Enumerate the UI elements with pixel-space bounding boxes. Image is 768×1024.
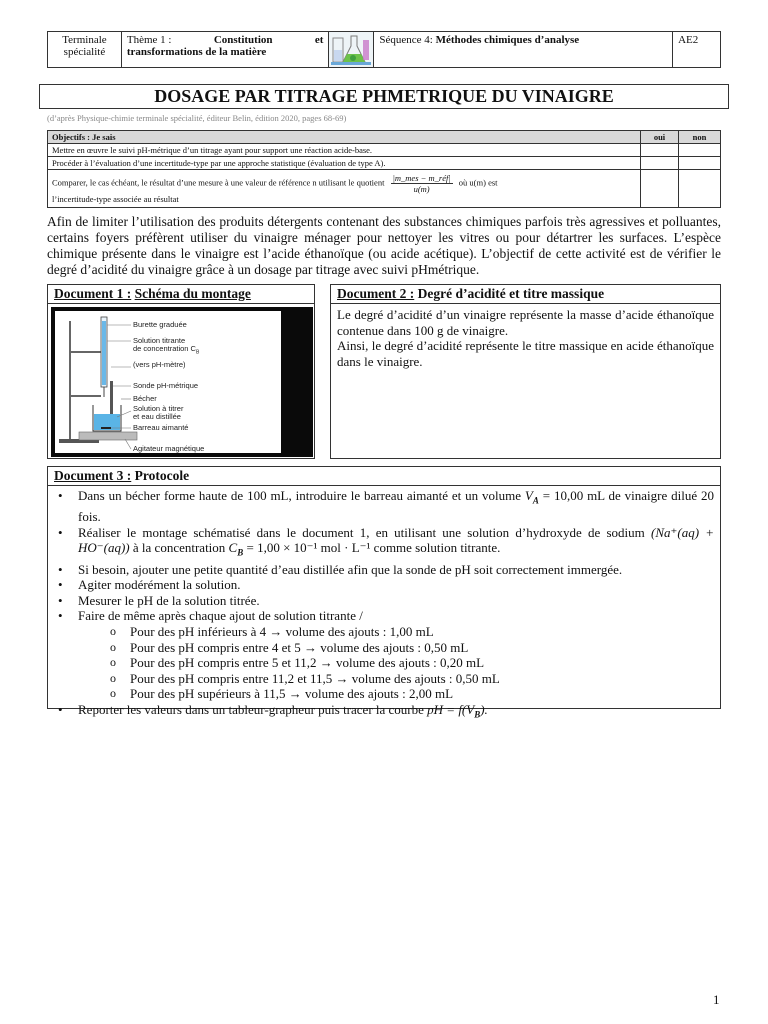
doc3-title — [48, 467, 720, 486]
label-sonde: Sonde pH-métrique — [133, 381, 199, 390]
label-solution-1: Solution à titrer — [133, 404, 184, 413]
col-yes-header: oui — [641, 131, 679, 144]
protocol-step-6: • Faire de même après chaque ajout de solution titrante / — [54, 608, 714, 624]
yes-checkbox-cell[interactable] — [641, 170, 679, 208]
theme-word-1: Constitution — [213, 34, 273, 46]
objective-row: Procéder à l’évaluation d’une incertitude-type par une approche statistique (évaluation de type A). — [48, 157, 641, 170]
col-no-header: non — [679, 131, 721, 144]
document-3 — [47, 466, 721, 720]
protocol-step-5: • Mesurer le pH de la solution titrée. — [54, 593, 714, 609]
doc2-title-text: Degré d’acidité et titre massique — [417, 286, 605, 301]
no-checkbox-cell[interactable] — [679, 157, 721, 170]
doc3-title-text: Protocole — [134, 468, 190, 483]
protocol-substep: o Pour des pH compris entre 11,2 et 11,5 → volume des ajouts : 0,50 mL — [54, 671, 714, 687]
sequence-cell — [374, 32, 673, 68]
theme-prefix: Thème 1 : — [126, 34, 172, 46]
objective-row: Mettre en œuvre le suivi pH-métrique d’un titrage ayant pour support une réaction acide-base. — [48, 144, 641, 157]
document-2 — [330, 284, 721, 459]
flask-logo-icon — [329, 32, 373, 67]
protocol-substep: o Pour des pH supérieurs à 11,5 → volume des ajouts : 2,00 mL — [54, 686, 714, 702]
page-title: DOSAGE PAR TITRAGE PHMETRIQUE DU VINAIGRE — [39, 84, 729, 109]
doc1-title-text: Schéma du montage — [134, 286, 251, 301]
setup-schema-frame — [51, 307, 313, 457]
intro-paragraph: Afin de limiter l’utilisation des produits détergents contenant des substances chimiques parfois très agressives et polluantes, certains foyers préfèrent utiliser du vinaigre ménager pour nettoyer les vitres ou pour détartrer les surfaces. L’espèce chimique présente dans le vinaigre est l’acide éthanoïque (ou acide acétique). L’objectif de cette activité est de vérifier le degré d’acidité du vinaigre grâce à un dosage par titrage avec suivi pHmétrique. — [47, 214, 721, 277]
protocol-step-3: • Si besoin, ajouter une petite quantité d’eau distillée afin que la sonde de pH soit correctement immergée. — [54, 562, 714, 578]
objectives-table — [47, 130, 721, 208]
quotient-fraction — [391, 173, 453, 194]
objective-row3-text: Comparer, le cas échéant, le résultat d’une mesure à une valeur de référence n utilisant le quotient — [52, 177, 385, 188]
doc2-paragraph-1: Le degré d’acidité d’un vinaigre représente la masse d’acide éthanoïque contenue dans 100 g de vinaigre. — [337, 307, 714, 338]
page-number: 1 — [713, 992, 720, 1007]
quotient-denominator: u(m) — [413, 184, 430, 194]
doc2-label: Document 2 : — [337, 286, 415, 301]
level-line-1: Terminale — [62, 34, 107, 46]
protocol-substep: o Pour des pH inférieurs à 4 → volume des ajouts : 1,00 mL — [54, 624, 714, 640]
quotient-numerator: |m_mes − m_réf| — [392, 173, 451, 183]
protocol-list — [48, 486, 720, 723]
label-burette: Burette graduée — [133, 320, 187, 329]
level-line-2: spécialité — [63, 46, 106, 58]
label-barreau: Barreau aimanté — [133, 423, 189, 432]
doc2-paragraph-2: Ainsi, le degré d’acidité représente le titre massique en acide éthanoïque dans le vinaigre. — [337, 338, 714, 369]
no-checkbox-cell[interactable] — [679, 170, 721, 208]
doc2-body — [331, 304, 720, 372]
label-becher: Bécher — [133, 394, 157, 403]
no-checkbox-cell[interactable] — [679, 144, 721, 157]
theme-cell — [121, 32, 328, 68]
protocol-substep: o Pour des pH compris entre 4 et 5 → volume des ajouts : 0,50 mL — [54, 640, 714, 656]
doc1-title — [48, 285, 314, 304]
protocol-step-7: • Reporter les valeurs dans un tableur-grapheur puis tracer la courbe pH = $f(V_B)$. — [54, 702, 714, 723]
label-agitateur: Agitateur magnétique — [133, 444, 205, 453]
objectives-header: Objectifs : Je sais — [48, 131, 641, 144]
theme-line-2: transformations de la matière — [126, 46, 267, 58]
label-titrant-2: de concentration $C_B$ — [133, 344, 200, 356]
objective-row3-after: où u(m) est — [458, 177, 498, 188]
level-cell — [48, 32, 122, 68]
theme-word-2: et — [314, 34, 324, 46]
objective-row — [48, 170, 641, 208]
label-vers-phmetre: (vers pH-mètre) — [133, 360, 186, 369]
protocol-step-1: • Dans un bécher forme haute de 100 mL, introduire le barreau aimanté et un volume $V_A = 10,00$ mL de vinaigre dilué 20 fois. — [54, 488, 714, 525]
doc2-title — [331, 285, 720, 304]
protocol-substep: o Pour des pH compris entre 5 et 11,2 → volume des ajouts : 0,20 mL — [54, 655, 714, 671]
protocol-step-2: • Réaliser le montage schématisé dans le document 1, en utilisant une solution d’hydroxyde de sodium (Na⁺(aq) + HO⁻(aq)) à la concentration $C_B = 1,00 \times 10^{-1}$ mol · L⁻¹ comme solution titrante. — [54, 525, 714, 562]
protocol-step-4: • Agiter modérément la solution. — [54, 577, 714, 593]
objective-row3-line2: l’incertitude-type associée au résultat — [52, 194, 179, 204]
sequence-prefix: Séquence 4: — [379, 34, 433, 46]
doc1-label: Document 1 : — [54, 286, 132, 301]
yes-checkbox-cell[interactable] — [641, 157, 679, 170]
label-titrant-1: Solution titrante — [133, 336, 186, 345]
logo-cell — [329, 32, 374, 68]
yes-checkbox-cell[interactable] — [641, 144, 679, 157]
document-1 — [47, 284, 315, 459]
activity-code: AE2 — [673, 32, 721, 68]
source-note: (d’après Physique-chimie terminale spécialité, éditeur Belin, édition 2020, pages 68-69) — [47, 113, 347, 123]
label-solution-2: et eau distillée — [133, 412, 181, 421]
doc3-label: Document 3 : — [54, 468, 132, 483]
setup-schema — [55, 311, 281, 453]
header-table — [47, 31, 721, 68]
sequence-title: Méthodes chimiques d’analyse — [435, 34, 580, 46]
